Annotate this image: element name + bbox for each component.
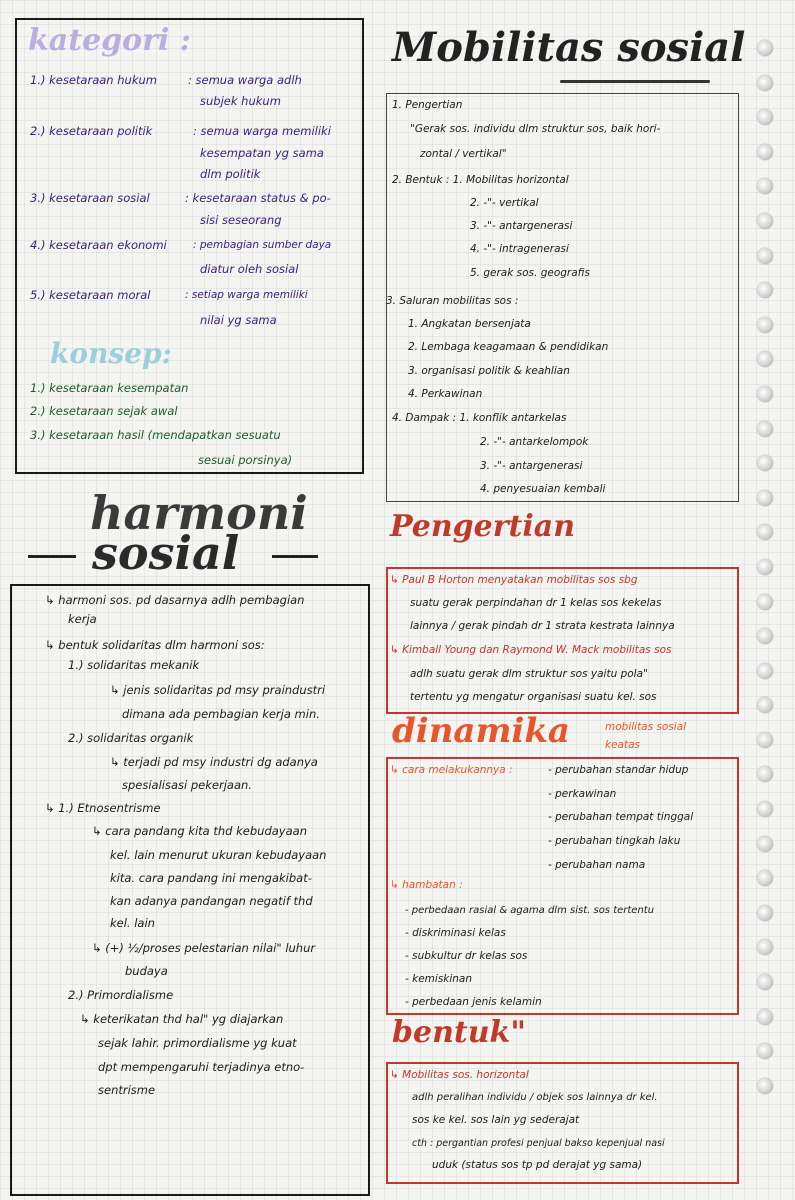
cara-item-5: - perubahan nama — [548, 859, 646, 871]
ring — [757, 801, 773, 817]
bentuk-line-4: cth : pergantian profesi penjual bakso kepenjual nasi — [412, 1138, 665, 1149]
kategori-item-1-label: 1.) kesetaraan hukum — [30, 73, 157, 87]
konsep-item-1: 1.) kesetaraan kesempatan — [30, 381, 189, 395]
mobilitas-line-7: 4. -"- intragenerasi — [470, 243, 569, 255]
ring — [757, 109, 773, 125]
kategori-item-4-desc2: diatur oleh sosial — [200, 262, 299, 276]
hambatan-label: ↳ hambatan : — [390, 879, 463, 891]
mobilitas-line-5: 2. -"- vertikal — [470, 197, 539, 209]
konsep-item-2: 2.) kesetaraan sejak awal — [30, 404, 178, 418]
bentuk-line-3: sos ke kel. sos lain yg sederajat — [412, 1114, 580, 1126]
mobilitas-line-6: 3. -"- antargenerasi — [470, 220, 573, 232]
harmoni-line-5: ↳ jenis solidaritas pd msy praindustri — [110, 683, 326, 697]
harmoni-box — [10, 584, 370, 1196]
pengertian-title: Pengertian — [390, 509, 576, 544]
konsep-item-3: 3.) kesetaraan hasil (mendapatkan sesuatu — [30, 428, 281, 442]
konsep-item-3-cont: sesuai porsinya) — [198, 453, 293, 467]
harmoni-line-21: dpt mempengaruhi terjadinya etno- — [98, 1060, 305, 1074]
harmoni-title-line1: harmoni — [90, 486, 308, 540]
mobilitas-line-13: 4. Perkawinan — [408, 388, 483, 400]
harmoni-line-2: kerja — [68, 612, 97, 626]
harmoni-line-19: ↳ keterikatan thd hal" yg diajarkan — [80, 1012, 284, 1026]
harmoni-line-3: ↳ bentuk solidaritas dlm harmoni sos: — [45, 638, 265, 652]
kategori-item-3-desc2: sisi seseorang — [200, 213, 282, 227]
ring — [757, 455, 773, 471]
konsep-title: konsep: — [50, 337, 172, 370]
harmoni-line-7: 2.) solidaritas organik — [68, 731, 194, 745]
mobilitas-line-2: "Gerak sos. individu dlm struktur sos, baik hori- — [410, 123, 661, 135]
cara-item-1: - perubahan standar hidup — [548, 764, 689, 776]
harmoni-line-10: ↳ 1.) Etnosentrisme — [45, 801, 161, 815]
ring — [757, 594, 773, 610]
harmoni-line-8: ↳ terjadi pd msy industri dg adanya — [110, 755, 318, 769]
ring — [757, 317, 773, 333]
mobilitas-line-11: 2. Lembaga keagamaan & pendidikan — [408, 341, 609, 353]
harmoni-line-18: 2.) Primordialisme — [68, 988, 174, 1002]
hambatan-item-3: - subkultur dr kelas sos — [405, 950, 528, 962]
bentuk-line-1: ↳ Mobilitas sos. horizontal — [390, 1069, 529, 1081]
harmoni-line-14: kan adanya pandangan negatif thd — [110, 894, 313, 908]
title-dash-left — [28, 555, 76, 558]
pengertian-line-5: adlh suatu gerak dlm struktur sos yaitu pola" — [410, 668, 648, 680]
harmoni-line-22: sentrisme — [98, 1083, 156, 1097]
cara-item-2: - perkawinan — [548, 788, 617, 800]
ring — [757, 490, 773, 506]
hambatan-item-2: - diskriminasi kelas — [405, 927, 506, 939]
kategori-item-4-label: 4.) kesetaraan ekonomi — [30, 238, 167, 252]
ring — [757, 213, 773, 229]
pengertian-line-2: suatu gerak perpindahan dr 1 kelas sos kekelas — [410, 597, 662, 609]
hambatan-item-5: - perbedaan jenis kelamin — [405, 996, 542, 1008]
mobilitas-line-1: 1. Pengertian — [392, 99, 463, 111]
ring — [757, 144, 773, 160]
mobilitas-line-12: 3. organisasi politik & keahlian — [408, 365, 570, 377]
kategori-item-2-label: 2.) kesetaraan politik — [30, 124, 153, 138]
mobilitas-line-8: 5. gerak sos. geografis — [470, 267, 590, 279]
ring — [757, 905, 773, 921]
ring — [757, 732, 773, 748]
kategori-item-3-desc: : kesetaraan status & po- — [185, 191, 331, 205]
kategori-item-2-desc: : semua warga memiliki — [193, 124, 331, 138]
kategori-title: kategori : — [28, 23, 191, 58]
ring — [757, 1009, 773, 1025]
cara-label: ↳ cara melakukannya : — [390, 764, 513, 776]
mobilitas-line-3: zontal / vertikal" — [420, 148, 507, 160]
mobilitas-line-10: 1. Angkatan bersenjata — [408, 318, 531, 330]
ring — [757, 178, 773, 194]
ring — [757, 1043, 773, 1059]
harmoni-line-11: ↳ cara pandang kita thd kebudayaan — [92, 824, 307, 838]
kategori-item-1-desc2: subjek hukum — [200, 94, 281, 108]
harmoni-line-13: kita. cara pandang ini mengakibat- — [110, 871, 312, 885]
ring — [757, 524, 773, 540]
title-underline — [560, 80, 710, 83]
ring — [757, 386, 773, 402]
mobilitas-line-17: 4. penyesuaian kembali — [480, 483, 606, 495]
harmoni-line-16: ↳ (+) ½/proses pelestarian nilai" luhur — [92, 941, 316, 955]
harmoni-line-4: 1.) solidaritas mekanik — [68, 658, 200, 672]
harmoni-line-20: sejak lahir. primordialisme yg kuat — [98, 1036, 297, 1050]
kategori-item-5-desc: : setiap warga memiliki — [185, 289, 308, 301]
harmoni-title-line2: sosial — [92, 526, 240, 580]
ring — [757, 939, 773, 955]
kategori-item-2-desc2: kesempatan yg sama — [200, 146, 324, 160]
ring — [757, 766, 773, 782]
pengertian-line-4: ↳ Kimball Young dan Raymond W. Mack mobilitas sos — [390, 644, 672, 656]
harmoni-line-6: dimana ada pembagian kerja min. — [122, 707, 320, 721]
ring — [757, 40, 773, 56]
ring — [757, 974, 773, 990]
kategori-item-3-label: 3.) kesetaraan sosial — [30, 191, 150, 205]
hambatan-item-1: - perbedaan rasial & agama dlm sist. sos tertentu — [405, 905, 655, 916]
mobilitas-line-9: 3. Saluran mobilitas sos : — [386, 295, 519, 307]
dinamika-title: dinamika — [392, 711, 570, 751]
ring — [757, 559, 773, 575]
ring — [757, 628, 773, 644]
notebook-ring-binding — [757, 40, 773, 1112]
pengertian-line-3: lainnya / gerak pindah dr 1 strata kestrata lainnya — [410, 620, 675, 632]
ring — [757, 836, 773, 852]
title-dash-right — [272, 555, 318, 558]
hambatan-item-4: - kemiskinan — [405, 973, 473, 985]
ring — [757, 697, 773, 713]
ring — [757, 282, 773, 298]
kategori-item-4-desc: : pembagian sumber daya — [193, 239, 332, 251]
bentuk-line-2: adlh peralihan individu / objek sos lainnya dr kel. — [412, 1092, 658, 1103]
ring — [757, 421, 773, 437]
cara-item-3: - perubahan tempat tinggal — [548, 811, 694, 823]
ring — [757, 1078, 773, 1094]
dinamika-side-1: mobilitas sosial — [605, 721, 687, 733]
ring — [757, 870, 773, 886]
ring — [757, 248, 773, 264]
kategori-item-5-label: 5.) kesetaraan moral — [30, 288, 151, 302]
dinamika-side-2: keatas — [605, 739, 640, 751]
mobilitas-title: Mobilitas sosial — [392, 24, 746, 71]
ring — [757, 351, 773, 367]
harmoni-line-12: kel. lain menurut ukuran kebudayaan — [110, 848, 327, 862]
pengertian-line-1: ↳ Paul B Horton menyatakan mobilitas sos sbg — [390, 574, 638, 586]
mobilitas-line-4: 2. Bentuk : 1. Mobilitas horizontal — [392, 174, 569, 186]
harmoni-line-15: kel. lain — [110, 916, 155, 930]
mobilitas-line-15: 2. -"- antarkelompok — [480, 436, 589, 448]
mobilitas-line-14: 4. Dampak : 1. konflik antarkelas — [392, 412, 567, 424]
kategori-item-5-desc2: nilai yg sama — [200, 313, 277, 327]
pengertian-line-6: tertentu yg mengatur organisasi suatu kel. sos — [410, 691, 657, 703]
ring — [757, 663, 773, 679]
kategori-item-2-desc3: dlm politik — [200, 167, 261, 181]
bentuk-title: bentuk" — [392, 1015, 526, 1050]
mobilitas-line-16: 3. -"- antargenerasi — [480, 460, 583, 472]
harmoni-line-9: spesialisasi pekerjaan. — [122, 778, 252, 792]
ring — [757, 75, 773, 91]
harmoni-line-1: ↳ harmoni sos. pd dasarnya adlh pembagian — [45, 593, 305, 607]
harmoni-line-17: budaya — [125, 964, 168, 978]
bentuk-line-5: uduk (status sos tp pd derajat yg sama) — [432, 1159, 643, 1171]
cara-item-4: - perubahan tingkah laku — [548, 835, 681, 847]
kategori-item-1-desc: : semua warga adlh — [188, 73, 302, 87]
